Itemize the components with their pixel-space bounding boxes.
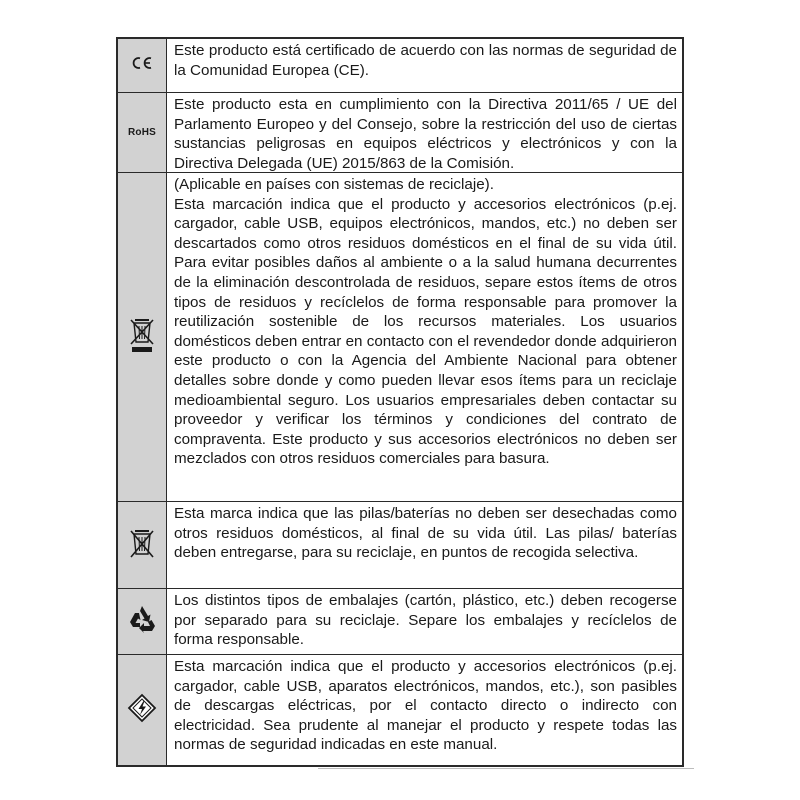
electric-shock-warning-icon (127, 693, 157, 728)
icon-cell (118, 655, 167, 765)
ce-mark-icon (131, 56, 153, 75)
table-row-ce (118, 39, 682, 93)
text-cell (167, 655, 682, 765)
recycle-icon (126, 604, 158, 639)
text-cell (167, 589, 682, 654)
icon-cell (118, 173, 167, 501)
table-row-rohs (118, 93, 682, 173)
icon-cell (118, 93, 167, 172)
text-cell (167, 502, 682, 588)
table-row-weee (118, 173, 682, 502)
icon-cell (118, 502, 167, 588)
text-cell (167, 39, 682, 92)
rohs-icon: RoHS (127, 127, 157, 138)
table-row-electric (118, 655, 682, 765)
icon-cell (118, 589, 167, 654)
electric-paragraph: Esta marcación indica que el producto y accesorios electrónicos (p.ej. cargador, cable USB, aparatos electrónicos, mandos, etc.), son pasibles de descargas eléctricas, por el contacto directo o indirecto con electricidad. Sea prudente al manejar el producto y respete todas las normas de seguridad indicadas en este manual. (174, 658, 677, 754)
icon-cell (118, 39, 167, 92)
table-row-battery (118, 502, 682, 589)
weee-paragraph: Esta marcación indica que el producto y accesorios electrónicos (p.ej. cargador, cable USB, equipos electrónicos, mandos, etc.) no deben ser descartados como otros residuos domésticos en el final de su vida útil. Para evitar posibles daños al ambiente o a la salud humana decurrentes de la eliminación descontrolada de residuos, separe estos ítems de otros tipos de residuos y recíclelos de forma responsable para promover la reutilización sostenible de los recursos materiales. Los usuarios domésticos deben entrar en contacto con el revendedor donde adquirieron este producto o con la Agencia del Ambiente Nacional para obtener detalles sobre donde y como pueden llevar esos ítems para un reciclaje medioambiental seguro. Los usuarios empresariales deben contactar su proveedor y verificar los términos y condiciones del contrato de compraventa. Este producto y sus accesorios electrónicos no deben ser mezclados con otros residuos comerciales para basura. (174, 195, 677, 468)
packaging-paragraph: Los distintos tipos de embalajes (cartón, plástico, etc.) deben recogerse por separado para su reciclaje. Separe los embalajes y recíclelos de forma responsable. (174, 592, 677, 649)
ce-paragraph: Este producto está certificado de acuerdo con las normas de seguridad de la Comunidad Europea (CE). (174, 42, 677, 79)
compliance-table (116, 37, 684, 767)
weee-crossed-bin-icon (129, 316, 155, 359)
battery-disposal-icon (130, 527, 154, 564)
rohs-paragraph: Este producto esta en cumplimiento con la Directiva 2011/65 / UE del Parlamento Europeo y del Consejo, sobre la restricción del uso de ciertas sustancias peligrosas en equipos eléctricos y electrónicos y con la Directiva Delegada (UE) 2015/863 de la Comisión. (174, 96, 677, 172)
footer-rule (318, 768, 694, 769)
text-cell (167, 173, 682, 501)
battery-paragraph: Esta marca indica que las pilas/baterías no deben ser desechadas como otros residuos domésticos, al final de su vida útil. Las pilas/ baterías deben entregarse, para su reciclaje, en puntos de recogida selectiva. (174, 505, 677, 562)
text-cell (167, 93, 682, 172)
table-row-packaging (118, 589, 682, 655)
weee-applicability-note: (Aplicable en países con sistemas de reciclaje). (174, 176, 494, 193)
